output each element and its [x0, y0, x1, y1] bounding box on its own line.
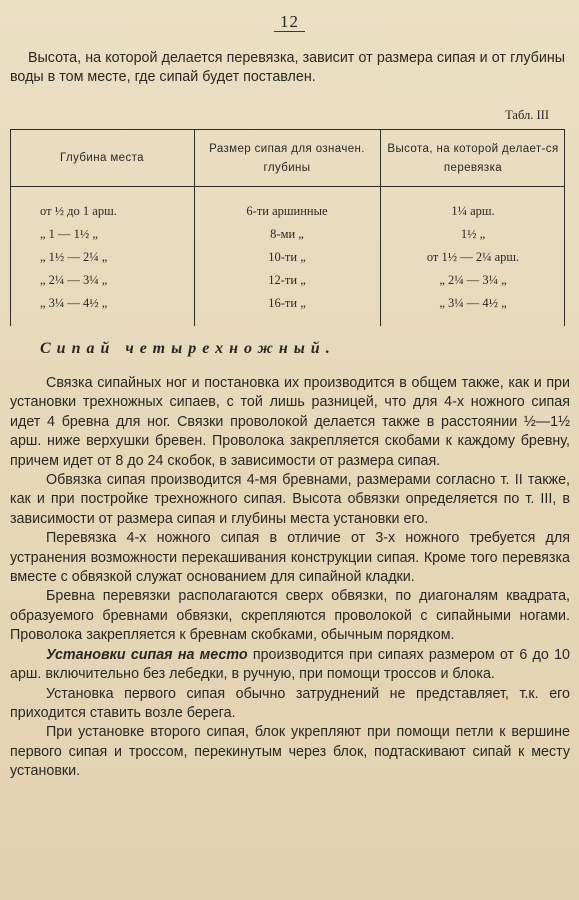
table-cell: от 1½ — 2¼ арш. — [426, 250, 520, 264]
section-title: Сипай четырехножный. — [40, 340, 336, 357]
table-cell: „ 1½ — 2¼ „ — [40, 250, 108, 264]
paragraph-rest: производится при сипаях размером от 6 до 10 арш. включительно без лебедки, в ручную, при помощи троссов и блока. — [10, 646, 570, 683]
table-cell: 1¼ арш. — [451, 204, 495, 218]
table-cell: 1½ „ — [460, 227, 486, 241]
paragraph: Перевязка 4-х ножного сипая в отличие от 3-х ножного требуется для устранения возможности перекашивания конструкции сипая. Кроме того перевязка вместе с обвязкой служат основанием для сипайной кладки. — [10, 530, 570, 586]
table-cell: „ 3¼ — 4½ „ — [40, 296, 108, 310]
table-cell: „ 3¼ — 4½ „ — [439, 296, 507, 310]
table-cell: „ 1 — 1½ „ — [40, 227, 98, 241]
table-border-right — [564, 130, 565, 326]
table-divider-1 — [194, 130, 195, 326]
paragraph: Связка сипайных ног и постановка их производится в общем также, как и при установки трехножных сипаев, с той лишь разницей, что для 4-х ножного сипая идет 4 бревна для ног. Связки проволокой делается также в расстоянии ½—1½ арш. ниже верхушки бревен. Проволока закрепляется скобами к каждому бревну, причем идет от 8 до 24 скобок, в зависимости от размера сипая. — [10, 375, 570, 469]
intro-paragraph: Высота, на которой делается перевязка, зависит от размера сипая и от глубины воды в том месте, где сипай будет поставлен. — [10, 50, 565, 85]
paragraph: Обвязка сипая производится 4-мя бревнами, размерами согласно т. II также, как и при постройке трехножного сипая. Высота обвязки определяется по т. III, в зависимости от размера сипая и глубины места установки его. — [10, 472, 570, 527]
table-cell: „ 2¼ — 3¼ „ — [439, 273, 507, 287]
table-cell: 12-ти „ — [268, 273, 306, 287]
table-header-rule — [10, 186, 565, 187]
table-cell: „ 2¼ — 3¼ „ — [40, 273, 108, 287]
table-cell: 16-ти „ — [268, 296, 306, 310]
body-text — [10, 374, 570, 782]
table-header-depth: Глубина места — [60, 152, 144, 164]
data-table — [10, 129, 565, 326]
emphasis: Установки сипая на место — [46, 646, 248, 663]
table-label: Табл. III — [505, 108, 549, 122]
table-cell: 10-ти „ — [268, 250, 306, 264]
page-number: 12 — [0, 12, 579, 32]
paragraph: Бревна перевязки располагаются сверх обвязки, по диагоналям квадрата, образуемого бревнами обвязки, скрепляются проволокой с сипайными ногами. Проволока закрепляется к бревнам скобками, обычным порядком. — [10, 588, 570, 644]
table-header-height: Высота, на которой делает-ся перевязка — [387, 143, 559, 174]
paragraph — [10, 646, 570, 685]
table-header-size: Размер сипая для означен. глубины — [209, 143, 365, 174]
table-cell: 8-ми „ — [270, 227, 304, 241]
table-divider-2 — [380, 130, 381, 326]
paragraph: Установка первого сипая обычно затруднений не представляет, т.к. его приходится ставить возле берега. — [10, 685, 570, 721]
paragraph: При установке второго сипая, блок укрепляют при помощи петли к вершине первого сипая и троссом, перекинутым через блок, подтаскивают сипай к месту установки. — [10, 724, 570, 780]
table-cell: 6-ти аршинные — [246, 204, 328, 218]
table-cell: от ½ до 1 арш. — [40, 204, 117, 218]
